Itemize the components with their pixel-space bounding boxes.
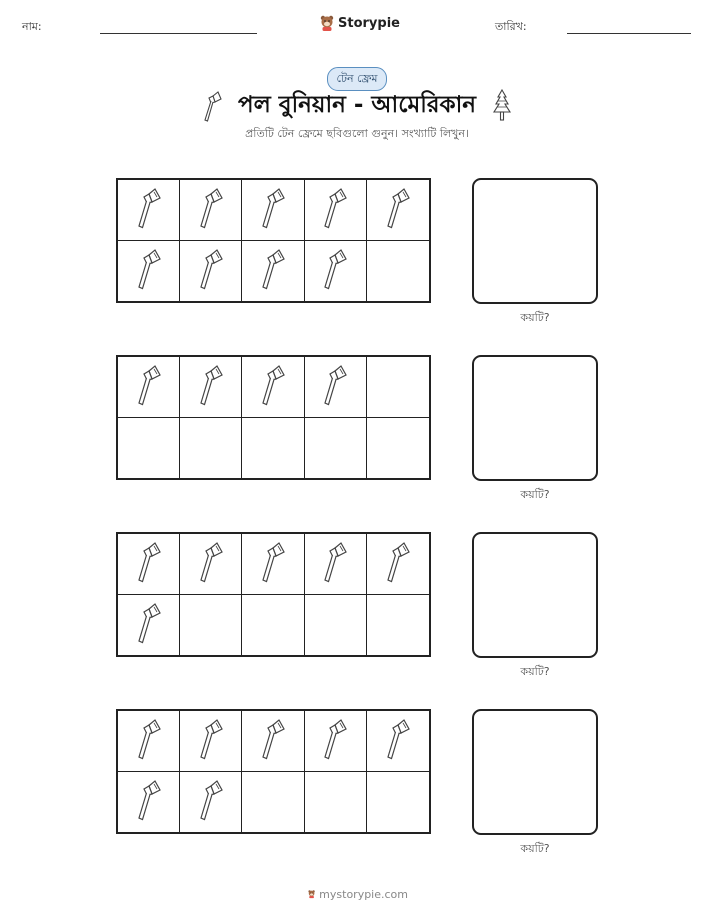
instructions: প্রতিটি টেন ফ্রেমে ছবিগুলো গুনুন। সংখ্যাটি লিখুন।	[245, 127, 469, 140]
axe-icon	[134, 601, 164, 649]
axe-icon	[258, 363, 288, 411]
frame-cell	[242, 711, 304, 772]
frame-cell	[180, 534, 242, 595]
frame-cell	[118, 711, 180, 772]
axe-icon	[196, 717, 226, 765]
answer-box-1[interactable]	[472, 178, 598, 304]
pine-tree-icon	[490, 88, 514, 124]
frame-cell	[118, 772, 180, 833]
axe-icon	[383, 186, 413, 234]
name-label: নাম:	[22, 20, 42, 33]
bear-mascot-icon	[320, 15, 334, 31]
frame-cell	[180, 595, 242, 656]
footer	[308, 884, 408, 904]
axe-icon	[258, 717, 288, 765]
axe-icon	[134, 247, 164, 295]
axe-icon	[134, 717, 164, 765]
frame-cell	[305, 357, 367, 418]
frame-cell	[180, 357, 242, 418]
bear-mascot-icon	[308, 886, 315, 902]
ten-frame-2	[116, 355, 431, 480]
date-label: তারিখ:	[495, 20, 527, 33]
date-line[interactable]	[567, 33, 691, 34]
axe-icon	[200, 90, 224, 124]
frame-cell	[367, 711, 429, 772]
frame-cell	[305, 595, 367, 656]
frame-cell	[180, 772, 242, 833]
frame-cell	[367, 418, 429, 479]
ten-frame-4	[116, 709, 431, 834]
frame-cell	[242, 180, 304, 241]
frame-cell	[305, 241, 367, 302]
answer-label-1: কয়টি?	[520, 311, 550, 324]
frame-cell	[118, 418, 180, 479]
frame-cell	[367, 534, 429, 595]
frame-cell	[242, 357, 304, 418]
frame-cell	[367, 595, 429, 656]
axe-icon	[134, 540, 164, 588]
frame-cell	[367, 180, 429, 241]
axe-icon	[196, 540, 226, 588]
answer-box-4[interactable]	[472, 709, 598, 835]
axe-icon	[134, 778, 164, 826]
axe-icon	[258, 540, 288, 588]
answer-box-2[interactable]	[472, 355, 598, 481]
answer-label-3: কয়টি?	[520, 665, 550, 678]
frame-cell	[242, 772, 304, 833]
axe-icon	[134, 186, 164, 234]
axe-icon	[258, 186, 288, 234]
frame-cell	[118, 595, 180, 656]
axe-icon	[320, 247, 350, 295]
axe-icon	[196, 363, 226, 411]
frame-cell	[367, 357, 429, 418]
frame-cell	[305, 180, 367, 241]
frame-cell	[305, 418, 367, 479]
axe-icon	[320, 717, 350, 765]
frame-cell	[118, 534, 180, 595]
axe-icon	[196, 778, 226, 826]
frame-cell	[180, 418, 242, 479]
ten-frame-3	[116, 532, 431, 657]
frame-cell	[242, 241, 304, 302]
frame-cell	[118, 357, 180, 418]
axe-icon	[320, 540, 350, 588]
axe-icon	[196, 247, 226, 295]
frame-cell	[242, 595, 304, 656]
axe-icon	[134, 363, 164, 411]
frame-cell	[305, 711, 367, 772]
name-line[interactable]	[100, 33, 257, 34]
axe-icon	[383, 540, 413, 588]
frame-cell	[242, 534, 304, 595]
worksheet-title: পল বুনিয়ান - আমেরিকান	[238, 92, 476, 118]
frame-cell	[180, 711, 242, 772]
answer-box-3[interactable]	[472, 532, 598, 658]
ten-frame-1	[116, 178, 431, 303]
frame-cell	[180, 241, 242, 302]
frame-cell	[118, 180, 180, 241]
answer-label-4: কয়টি?	[520, 842, 550, 855]
answer-label-2: কয়টি?	[520, 488, 550, 501]
axe-icon	[320, 363, 350, 411]
axe-icon	[320, 186, 350, 234]
logo-text: Storypie	[338, 15, 400, 31]
axe-icon	[196, 186, 226, 234]
frame-cell	[305, 772, 367, 833]
frame-cell	[180, 180, 242, 241]
frame-cell	[118, 241, 180, 302]
axe-icon	[383, 717, 413, 765]
footer-link[interactable]: mystorypie.com	[319, 887, 408, 901]
storypie-logo	[320, 12, 400, 34]
worksheet-type-badge: টেন ফ্রেম	[327, 67, 387, 91]
frame-cell	[305, 534, 367, 595]
frame-cell	[242, 418, 304, 479]
frame-cell	[367, 772, 429, 833]
axe-icon	[258, 247, 288, 295]
frame-cell	[367, 241, 429, 302]
